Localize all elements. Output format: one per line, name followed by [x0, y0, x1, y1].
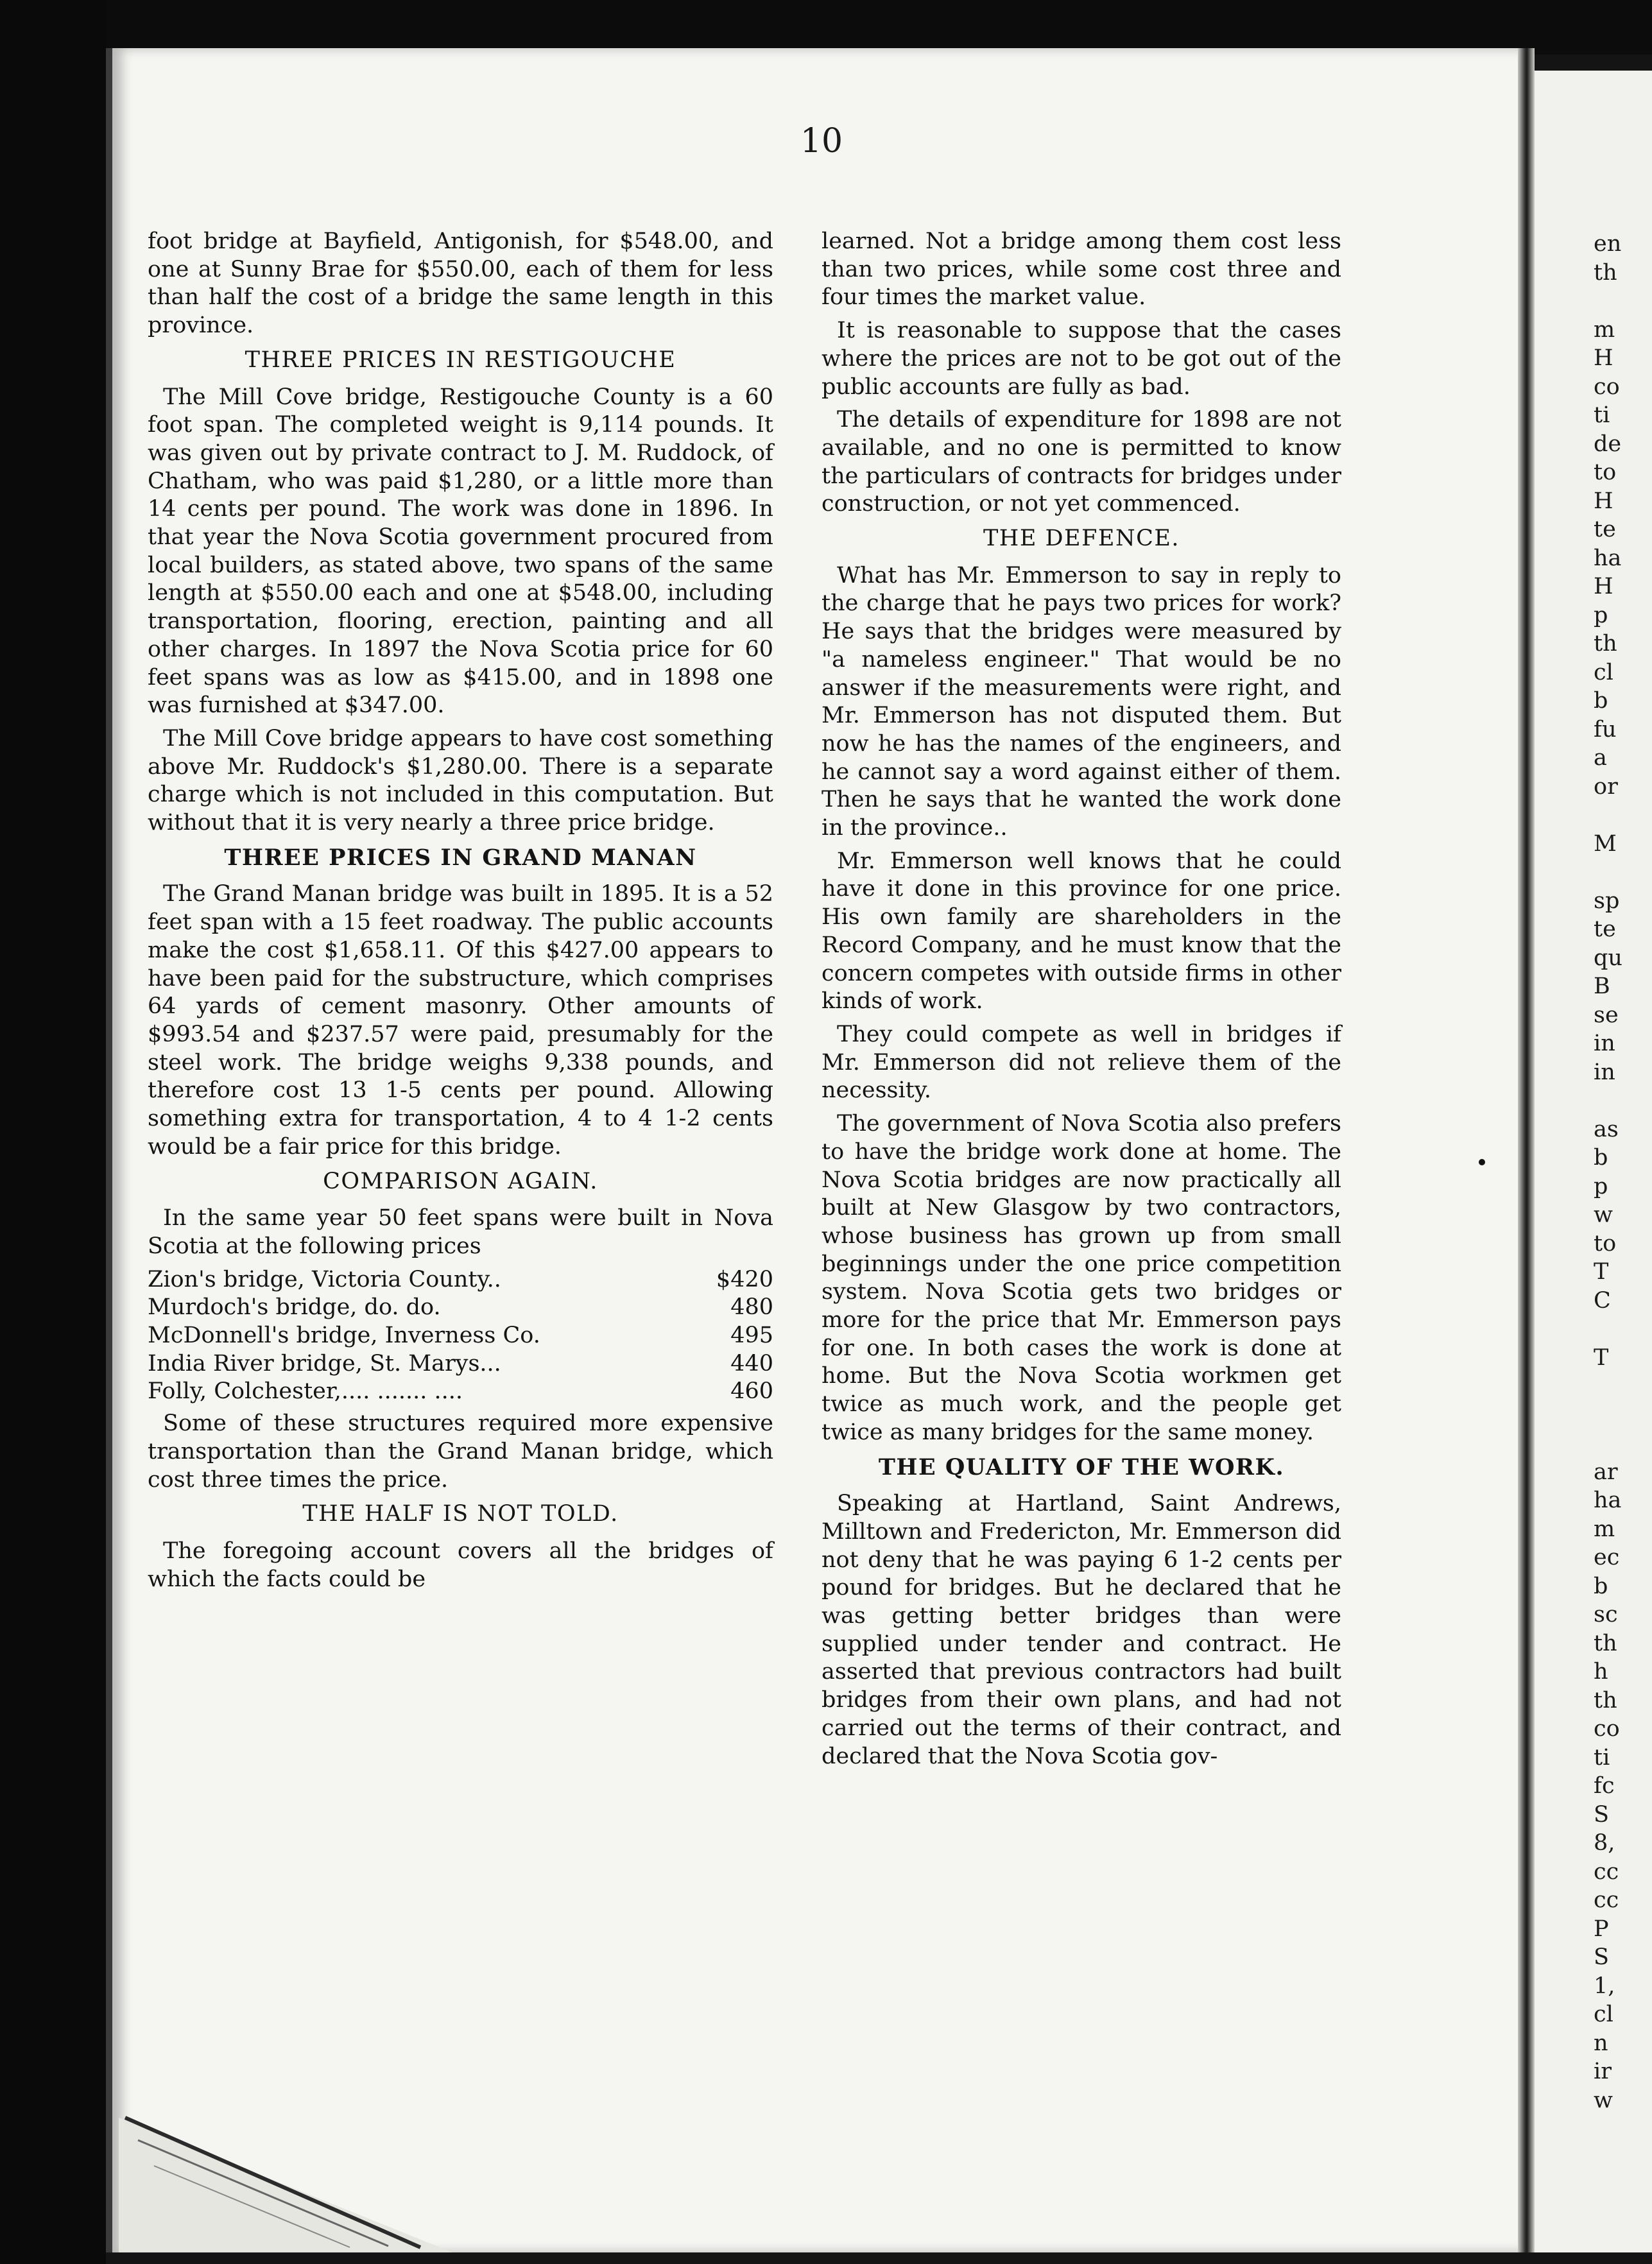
scan-border-left	[0, 0, 106, 2264]
paragraph: Some of these structures required more expensive transportation than the Grand Manan bridge, which cost three times the price.	[148, 1411, 773, 1493]
adjacent-page-text-fragment: H	[1594, 345, 1613, 371]
adjacent-page-text-fragment: ha	[1594, 545, 1622, 571]
adjacent-page-text-fragment: B	[1594, 973, 1610, 999]
adjacent-page-text-fragment: ti	[1594, 1744, 1610, 1771]
price-list-item	[148, 1266, 773, 1294]
price-list-item	[148, 1294, 773, 1322]
adjacent-page-text-fragment: p	[1594, 1173, 1608, 1199]
adjacent-page-text-fragment: sp	[1594, 888, 1620, 914]
adjacent-page-text-fragment: w	[1594, 1202, 1613, 1228]
paragraph: The Mill Cove bridge, Restigouche County is a 60 foot span. The completed weight is 9,114 pounds. It was given out by private contract to J. M. Ruddock, of Chatham, who was paid $1,280, or a little more than 14 cents per pound. The work was done in 1896. In that year the Nova Scotia government procured from local builders, as stated above, two spans of the same length at $550.00 each and one at $548.00, including transportation, flooring, erection, painting and all other charges. In 1897 the Nova Scotia price for 60 feet spans was as low as $415.00, and in 1898 one was furnished at $347.00.	[148, 384, 773, 719]
adjacent-page-text-fragment: th	[1594, 1687, 1617, 1713]
adjacent-page-text-fragment: S	[1594, 1944, 1609, 1970]
adjacent-page-text-fragment: sc	[1594, 1602, 1618, 1627]
section-heading: THE HALF IS NOT TOLD.	[302, 1501, 619, 1527]
price-list-item	[148, 1378, 773, 1406]
adjacent-page-text-fragment: co	[1594, 373, 1620, 400]
adjacent-page-text-fragment: ar	[1594, 1459, 1618, 1485]
bridge-cost: 440	[730, 1350, 773, 1376]
adjacent-page-text-fragment: ha	[1594, 1488, 1622, 1513]
adjacent-page-text-fragment: T	[1594, 1259, 1609, 1285]
scan-border-top	[0, 0, 1652, 55]
adjacent-page-text-fragment: cc	[1594, 1858, 1619, 1885]
adjacent-page-text-fragment: de	[1594, 431, 1622, 457]
adjacent-page-text-fragment: ec	[1594, 1545, 1620, 1570]
price-list-item	[148, 1350, 773, 1378]
adjacent-page-text-fragment: qu	[1594, 945, 1622, 971]
adjacent-page-text-fragment: m	[1594, 1516, 1615, 1542]
section-heading: THREE PRICES IN GRAND MANAN	[224, 844, 697, 871]
adjacent-page-text-fragment: ir	[1594, 2059, 1612, 2084]
adjacent-page-text-fragment: th	[1594, 259, 1617, 286]
adjacent-page-text-fragment: to	[1594, 459, 1617, 485]
adjacent-page-text-fragment: S	[1594, 1801, 1609, 1828]
adjacent-page-text-fragment: 8,	[1594, 1830, 1615, 1856]
adjacent-page-text-fragment: n	[1594, 2030, 1608, 2056]
section-heading: THE QUALITY OF THE WORK.	[878, 1454, 1285, 1480]
adjacent-page-text-fragment: se	[1594, 1002, 1619, 1028]
adjacent-page-text-fragment: T	[1594, 1344, 1609, 1371]
adjacent-page-text-fragment: w	[1594, 2087, 1613, 2113]
paragraph: They could compete as well in bridges if Mr. Emmerson did not relieve them of the necessity.	[822, 1021, 1341, 1104]
bridge-cost: $420	[716, 1266, 773, 1292]
paragraph: The details of expenditure for 1898 are not available, and no one is permitted to know the particulars of contracts for bridges under construction, or not yet commenced.	[822, 407, 1341, 517]
adjacent-page-text-fragment: in	[1594, 1031, 1615, 1056]
price-list-item	[148, 1322, 773, 1350]
paragraph: The Mill Cove bridge appears to have cost something above Mr. Ruddock's $1,280.00. There is a separate charge which is not included in this computation. But without that it is very nearly a three price bridge.	[148, 725, 773, 836]
adjacent-page-text-fragment: M	[1594, 830, 1617, 857]
adjacent-page-text-fragment: m	[1594, 316, 1615, 343]
adjacent-page-text-fragment: fc	[1594, 1773, 1615, 1799]
section-heading: THE DEFENCE.	[983, 526, 1180, 552]
bridge-cost: 480	[730, 1294, 773, 1321]
adjacent-page-text-fragment: co	[1594, 1716, 1620, 1742]
adjacent-page-text-fragment: b	[1594, 1145, 1608, 1171]
adjacent-page-text-fragment: cl	[1594, 2002, 1613, 2027]
adjacent-page-text-fragment: en	[1594, 231, 1622, 257]
bridge-cost: 495	[730, 1323, 773, 1349]
adjacent-page-text-fragment: as	[1594, 1116, 1619, 1142]
section-heading: THREE PRICES IN RESTIGOUCHE	[245, 347, 676, 373]
bridge-name: McDonnell's bridge, Inverness Co.	[148, 1323, 540, 1349]
adjacent-page-text-fragment: p	[1594, 602, 1608, 628]
bridge-name: Zion's bridge, Victoria County..	[148, 1266, 501, 1292]
adjacent-page-text-fragment: ti	[1594, 402, 1610, 428]
paragraph: The Grand Manan bridge was built in 1895. It is a 52 feet span with a 15 feet roadway. The public accounts make the cost $1,658.11. Of this $427.00 appears to have been paid for the substructure, which comprises 64 yards of cement masonry. Other amounts of $993.54 and $237.57 were paid, presumably for the steel work. The bridge weighs 9,338 pounds, and therefore cost 13 1-5 cents per pound. Allowing something extra for transportation, 4 to 4 1-2 cents would be a fair price for this bridge.	[148, 881, 773, 1160]
adjacent-page-text-fragment: to	[1594, 1230, 1617, 1256]
ink-speck	[1479, 1159, 1485, 1165]
adjacent-page-text-fragment: h	[1594, 1659, 1608, 1685]
adjacent-page-text-fragment: 1,	[1594, 1973, 1615, 1999]
bridge-name: Folly, Colchester,.... ....... ....	[148, 1378, 463, 1405]
adjacent-page-text-fragment: b	[1594, 688, 1608, 714]
adjacent-page-text-fragment: C	[1594, 1287, 1611, 1314]
adjacent-page-text-fragment: a	[1594, 745, 1607, 771]
bridge-name: Murdoch's bridge, do. do.	[148, 1294, 441, 1321]
adjacent-page-text-fragment: H	[1594, 574, 1613, 599]
paragraph: Mr. Emmerson well knows that he could have it done in this province for one price. His own family are shareholders in the Record Company, and he must know that the concern competes with outside firms in other kinds of work.	[822, 848, 1341, 1015]
paragraph: It is reasonable to suppose that the cases where the prices are not to be got out of the public accounts are fully as bad.	[822, 318, 1341, 400]
adjacent-page-text-fragment: te	[1594, 517, 1616, 542]
page-number: 10	[800, 122, 843, 160]
adjacent-page-text-fragment: th	[1594, 1630, 1617, 1656]
paragraph: Speaking at Hartland, Saint Andrews, Milltown and Fredericton, Mr. Emmerson did not deny that he was paying 6 1-2 cents per pound for bridges. But he declared that he was getting better bridges than were supplied under tender and contract. He asserted that previous contractors had built bridges from their own plans, and had not carried out the terms of their contract, and declared that the Nova Scotia gov-	[822, 1491, 1341, 1769]
adjacent-page-text-fragment: fu	[1594, 716, 1617, 742]
page-corner-fold	[119, 2021, 452, 2252]
bridge-cost: 460	[730, 1378, 773, 1405]
paragraph: The foregoing account covers all the bridges of which the facts could be	[148, 1538, 773, 1592]
price-list	[148, 1266, 773, 1407]
paragraph: foot bridge at Bayfield, Antigonish, for $548.00, and one at Sunny Brae for $550.00, each of them for less than half the cost of a bridge the same length in this province.	[148, 228, 773, 339]
right-column	[822, 228, 1341, 1776]
paragraph: In the same year 50 feet spans were built in Nova Scotia at the following prices	[148, 1205, 773, 1259]
adjacent-page-text-fragment: or	[1594, 773, 1618, 800]
adjacent-page-edge	[1535, 71, 1652, 2252]
bridge-name: India River bridge, St. Marys...	[148, 1350, 501, 1376]
book-gutter	[1518, 48, 1535, 2252]
section-heading: COMPARISON AGAIN.	[323, 1168, 598, 1194]
adjacent-page-text-fragment: P	[1594, 1916, 1609, 1942]
adjacent-page-text-fragment: cl	[1594, 659, 1613, 685]
adjacent-page-text-fragment: in	[1594, 1059, 1615, 1085]
adjacent-page-text-fragment: te	[1594, 916, 1616, 942]
left-column	[148, 228, 773, 1599]
paragraph: learned. Not a bridge among them cost less than two prices, while some cost three and four times the market value.	[822, 228, 1341, 311]
adjacent-page-text-fragment: th	[1594, 631, 1617, 656]
adjacent-page-text-fragment: b	[1594, 1573, 1608, 1599]
paragraph: The government of Nova Scotia also prefers to have the bridge work done at home. The Nova Scotia bridges are now practically all built at New Glasgow by two contractors, whose business has grown up from small beginnings under the one price competition system. Nova Scotia gets two bridges or more for the price that Mr. Emmerson pays for one. In both cases the work is done at home. But the Nova Scotia workmen get twice as much work, and the people get twice as many bridges for the same money.	[822, 1111, 1341, 1445]
paragraph: What has Mr. Emmerson to say in reply to the charge that he pays two prices for work? He says that the bridges were measured by "a nameless engineer." That would be no answer if the measurements were right, and Mr. Emmerson has not disputed them. But now he has the names of the engineers, and he cannot say a word against either of them. Then he says that he wanted the work done in the province..	[822, 562, 1341, 841]
adjacent-page-text-fragment: H	[1594, 488, 1613, 514]
adjacent-page-text-fragment: cc	[1594, 1887, 1619, 1913]
